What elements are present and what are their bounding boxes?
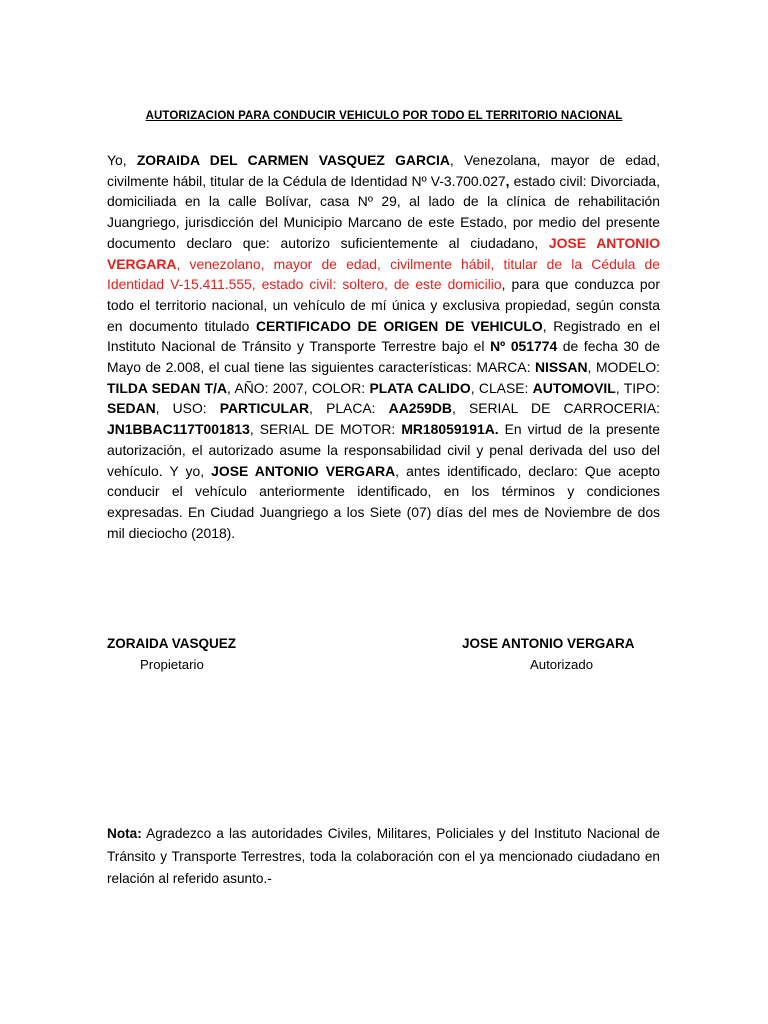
document-type: CERTIFICADO DE ORIGEN DE VEHICULO xyxy=(255,317,543,334)
authorized-details-highlight: , venezolano, mayor de edad, civilmente hábil, titular de la Cédula de Identidad V-15.411.555, estado civil: soltero, de este domicilio xyxy=(107,255,660,293)
body-text: , TIPO: xyxy=(615,379,660,396)
authorized-signature-name: JOSE ANTONIO VERGARA xyxy=(462,636,635,651)
registration-number: Nº 051774 xyxy=(490,338,558,355)
body-text: , AÑO: 2007, COLOR: xyxy=(227,379,370,396)
note-paragraph xyxy=(107,823,660,891)
vehicle-plate: AA259DB xyxy=(388,400,452,417)
authorized-name: JOSE ANTONIO VERGARA xyxy=(211,462,396,479)
body-text: estado civil: Divorciada, domiciliada en la calle Bolívar, casa Nº 29, al lado de la clínica de rehabilitación Juangriego, jurisdicción del Municipio Marcano de este Estado, por medio del presente documento declaro que: autorizo suficientemente al ciudadano, xyxy=(107,172,660,251)
vehicle-color: PLATA CALIDO xyxy=(369,379,471,396)
body-serial: JN1BBAC117T001813 xyxy=(107,421,250,438)
owner-signature-name: ZORAIDA VASQUEZ xyxy=(107,636,237,651)
authorization-body xyxy=(107,150,660,543)
vehicle-type: SEDAN xyxy=(107,400,156,417)
body-text: Yo, xyxy=(107,152,137,168)
body-text: , antes identificado, declaro: Que acepto conducir el vehículo anteriormente identificado, en los términos y condiciones expresadas. En Ciudad Juangriego a los Siete (07) días del mes de Noviembre de dos mil dieciocho (2018). xyxy=(107,462,660,541)
body-text: , MODELO: xyxy=(587,359,661,376)
body-text: , para que conduzca por todo el territorio nacional, un vehículo de mí única y exclusiva propiedad, según consta en documento titulado xyxy=(107,276,660,334)
vehicle-use: PARTICULAR xyxy=(219,400,310,417)
body-text: , CLASE: xyxy=(470,379,533,396)
body-text: , Registrado en el Instituto Nacional de Tránsito y Transporte Terrestre bajo el xyxy=(107,317,660,355)
body-text: , Venezolana, mayor de edad, civilmente hábil, titular de la Cédula de Identidad Nº V-3.700.027 xyxy=(107,152,660,189)
body-text: , PLACA: xyxy=(309,400,389,417)
body-text: de fecha 30 de Mayo de 2.008, el cual tiene las siguientes características: MARCA: xyxy=(107,338,660,376)
vehicle-model: TILDA SEDAN T/A xyxy=(107,379,228,396)
body-bold: , xyxy=(505,172,510,189)
vehicle-brand: NISSAN xyxy=(535,359,588,376)
owner-signature-role: Propietario xyxy=(140,657,204,672)
vehicle-class: AUTOMOVIL xyxy=(532,379,616,396)
owner-full-name: ZORAIDA DEL CARMEN VASQUEZ GARCIA xyxy=(136,152,450,168)
document-title: AUTORIZACION PARA CONDUCIR VEHICULO POR TODO EL TERRITORIO NACIONAL xyxy=(145,110,623,122)
body-text: , SERIAL DE MOTOR: xyxy=(249,421,402,438)
body-text: En virtud de la presente autorización, el autorizado asume la responsabilidad civil y penal derivada del uso del vehículo. Y yo, xyxy=(107,421,660,479)
authorized-name-highlight: JOSE ANTONIO VERGARA xyxy=(107,234,660,272)
note-text: Agradezco a las autoridades Civiles, Militares, Policiales y del Instituto Nacional de Tránsito y Transporte Terrestres, toda la colaboración con el ya mencionado ciudadano en relación al referido asunto.- xyxy=(107,826,660,887)
engine-serial: MR18059191A. xyxy=(401,421,499,438)
note-label: Nota: xyxy=(107,826,142,841)
body-text: , USO: xyxy=(155,400,220,417)
authorized-signature-role: Autorizado xyxy=(530,657,594,672)
body-text: , SERIAL DE CARROCERIA: xyxy=(451,400,660,417)
